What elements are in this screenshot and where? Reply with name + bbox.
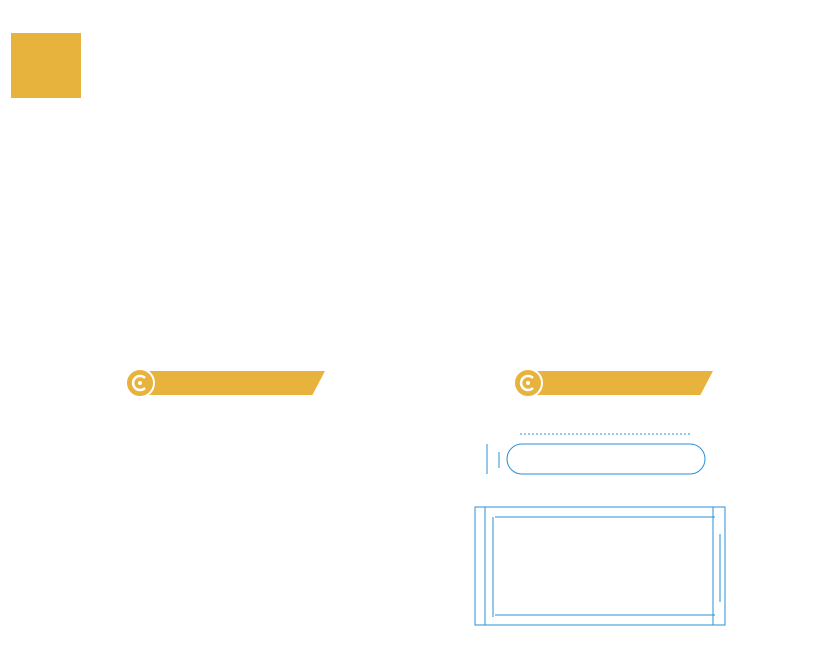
brand-logo-icon [513,368,543,398]
brand-logo-icon [125,368,155,398]
product-image-banner [125,368,325,398]
technical-drawing-banner [513,368,713,398]
header-material-no [11,33,81,98]
chain-product-photo [155,420,310,645]
specification-table [11,33,828,98]
technical-drawing [465,422,745,637]
